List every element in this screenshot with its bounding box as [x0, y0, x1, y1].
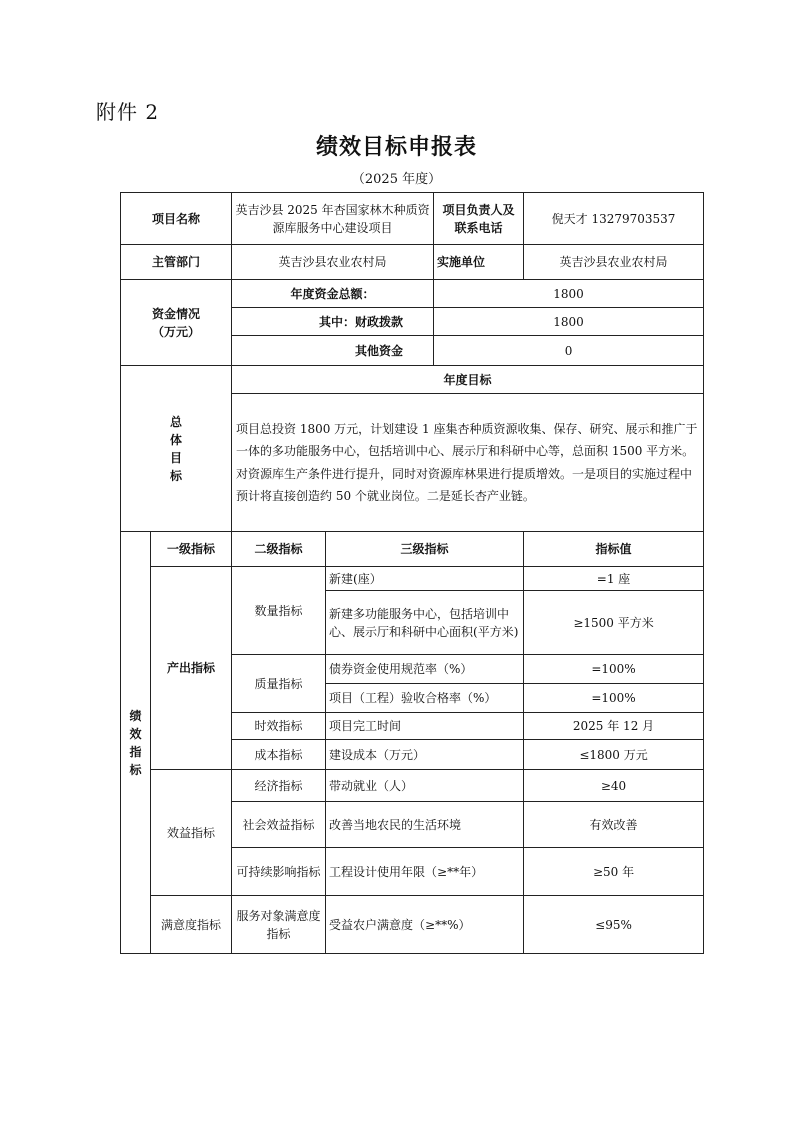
funding-fiscal-value: 1800	[434, 308, 704, 336]
quality-row-2-name: 项目（工程）验收合格率（%）	[326, 684, 524, 713]
sustain-label: 可持续影响指标	[232, 848, 326, 896]
quantity-row-1-name: 新建(座）	[326, 567, 524, 591]
satisfaction-label: 满意度指标	[151, 896, 232, 954]
funding-label	[121, 280, 232, 366]
row-goal-header	[121, 366, 704, 394]
economic-row-value: ≥40	[524, 770, 704, 802]
quantity-row-2-value: ≥1500 平方米	[524, 591, 704, 655]
cost-label: 成本指标	[232, 740, 326, 770]
impl-value: 英吉沙县农业农村局	[524, 245, 704, 280]
funding-fiscal-label: 其中：财政拨款	[232, 308, 434, 336]
cost-row-value: ≤1800 万元	[524, 740, 704, 770]
indicators-side-label	[121, 532, 151, 954]
time-label: 时效指标	[232, 713, 326, 740]
time-row-name: 项目完工时间	[326, 713, 524, 740]
funding-label-line1: 资金情况	[152, 306, 201, 321]
row-economic	[121, 770, 704, 802]
social-label: 社会效益指标	[232, 802, 326, 848]
indicators-side-char: 指	[129, 744, 142, 759]
time-row-value: 2025 年 12 月	[524, 713, 704, 740]
output-label: 产出指标	[151, 567, 232, 770]
header-level3: 三级指标	[326, 532, 524, 567]
project-contact-value: 倪天才 13279703537	[524, 193, 704, 245]
funding-label-line2: （万元）	[152, 324, 201, 339]
goal-text: 项目总投资 1800 万元，计划建设 1 座集杏种质资源收集、保存、研究、展示和推广于一体的多功能服务中心，包括培训中心、展示厅和科研中心等，总面积 1500 平方米。对资源库生产条件进行提升，同时对资源库林果进行提质增效。一是项目的实施过程中预计将直接创造约 50 个就业岗位。二是延长杏产业链。	[232, 394, 704, 532]
funding-other-value: 0	[434, 336, 704, 366]
row-indicator-headers	[121, 532, 704, 567]
dept-value: 英吉沙县农业农村局	[232, 245, 434, 280]
project-name-label: 项目名称	[121, 193, 232, 245]
quality-label: 质量指标	[232, 655, 326, 713]
satisfaction-row-value: ≤95%	[524, 896, 704, 954]
row-funding-total	[121, 280, 704, 308]
row-project-name	[121, 193, 704, 245]
project-contact-label: 项目负责人及联系电话	[434, 193, 524, 245]
goal-side-label	[121, 366, 232, 532]
satisfaction-row-name: 受益农户满意度（≥**%）	[326, 896, 524, 954]
goal-side-char: 体	[170, 432, 183, 447]
goal-side-char: 总	[170, 414, 183, 429]
satisfaction-sub-label: 服务对象满意度指标	[232, 896, 326, 954]
quality-row-1-value: =100%	[524, 655, 704, 684]
economic-row-name: 带动就业（人）	[326, 770, 524, 802]
performance-table	[120, 192, 704, 954]
goal-header: 年度目标	[232, 366, 704, 394]
page-title: 绩效目标申报表	[315, 135, 477, 160]
header-value: 指标值	[524, 532, 704, 567]
row-satisfaction	[121, 896, 704, 954]
indicators-side-char: 效	[129, 726, 142, 741]
goal-side-char: 目	[170, 450, 183, 465]
benefit-label: 效益指标	[151, 770, 232, 896]
project-name-value: 英吉沙县 2025 年杏国家林木种质资源库服务中心建设项目	[232, 193, 434, 245]
sustain-row-name: 工程设计使用年限（≥**年）	[326, 848, 524, 896]
funding-total-label: 年度资金总额：	[232, 280, 434, 308]
quality-row-2-value: =100%	[524, 684, 704, 713]
funding-total-value: 1800	[434, 280, 704, 308]
indicators-side-char: 绩	[129, 708, 142, 723]
page-subtitle: （2025 年度）	[351, 172, 442, 187]
attachment-label: 附件 2	[96, 100, 160, 124]
quantity-row-2-name: 新建多功能服务中心，包括培训中心、展示厅和科研中心面积(平方米)	[326, 591, 524, 655]
sustain-row-value: ≥50 年	[524, 848, 704, 896]
header-level2: 二级指标	[232, 532, 326, 567]
quantity-row-1-value: =1 座	[524, 567, 704, 591]
quality-row-1-name: 债券资金使用规范率（%）	[326, 655, 524, 684]
social-row-name: 改善当地农民的生活环境	[326, 802, 524, 848]
row-department	[121, 245, 704, 280]
goal-side-char: 标	[170, 468, 183, 483]
funding-other-label: 其他资金	[232, 336, 434, 366]
header-level1: 一级指标	[151, 532, 232, 567]
quantity-label: 数量指标	[232, 567, 326, 655]
social-row-value: 有效改善	[524, 802, 704, 848]
indicators-side-char: 标	[129, 762, 142, 777]
dept-label: 主管部门	[121, 245, 232, 280]
impl-label: 实施单位	[434, 245, 524, 280]
row-quantity-1	[121, 567, 704, 591]
cost-row-name: 建设成本（万元）	[326, 740, 524, 770]
economic-label: 经济指标	[232, 770, 326, 802]
